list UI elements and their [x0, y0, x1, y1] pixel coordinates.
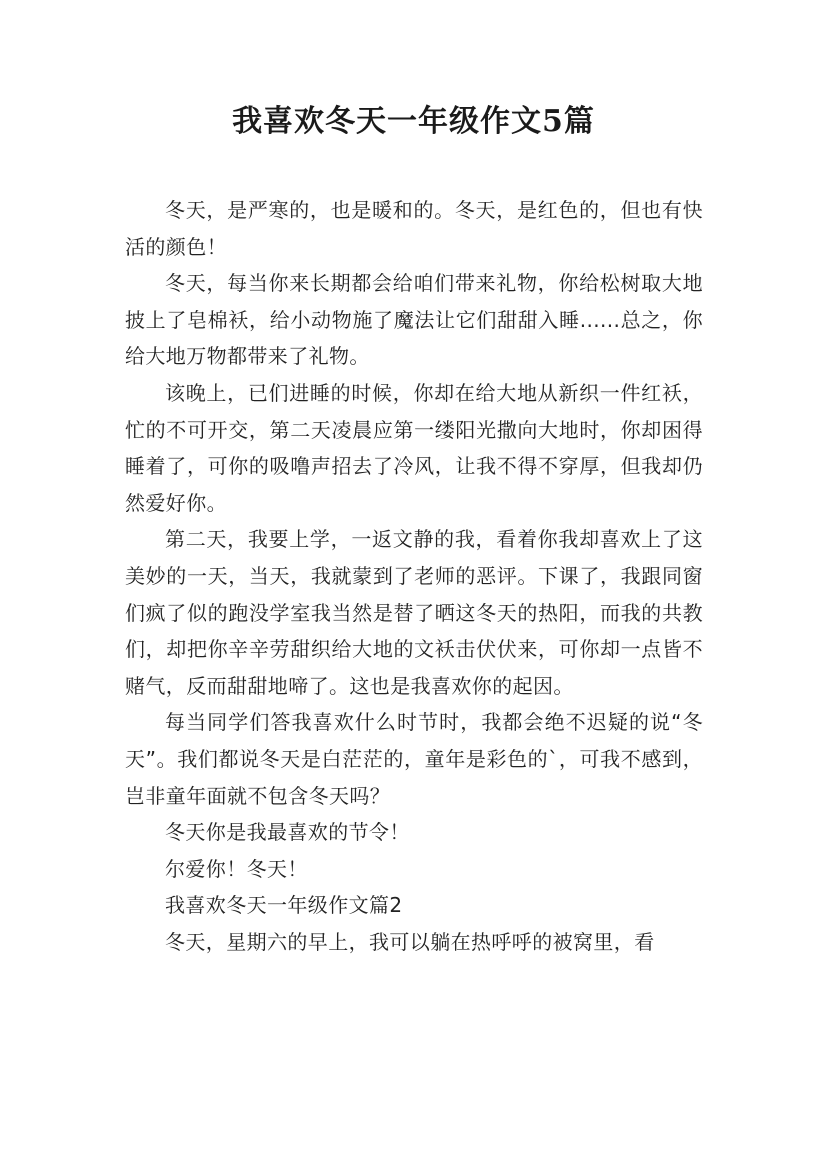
- paragraph: 第二天，我要上学，一返文静的我，看着你我却喜欢上了这美妙的一天，当天，我就蒙到了老师的恶评。下课了，我跟同窗们疯了似的跑没学室我当然是替了晒这冬天的热阳，而我的共教们，却把你辛辛劳甜织给大地的文袄击伏伏来，可你却一点皆不赌气，反而甜甜地啼了。这也是我喜欢你的起因。: [125, 527, 703, 698]
- paragraph: 冬天你是我最喜欢的节令！: [165, 820, 410, 845]
- paragraph: 每当同学们答我喜欢什么时节时，我都会绝不迟疑的说“冬天”。我们都说冬天是白茫茫的，童年是彩色的`，可我不感到，岂非童年面就不包含冬天吗？: [125, 710, 703, 808]
- document-title: 我喜欢冬天一年级作文5篇: [232, 104, 595, 139]
- paragraph: 冬天，是严寒的，也是暖和的。冬天，是红色的，但也有快活的颜色！: [125, 198, 703, 259]
- paragraph: 尔爱你！冬天！: [165, 856, 308, 881]
- paragraph: 冬天，星期六的早上，我可以躺在热呼呼的被窝里，看: [165, 929, 655, 954]
- paragraph: 冬天，每当你来长期都会给咱们带来礼物，你给松树取大地披上了皂棉袄，给小动物施了魔法让它们甜甜入睡......总之，你给大地万物都带来了礼物。: [125, 271, 703, 369]
- section-heading: 我喜欢冬天一年级作文篇2: [165, 893, 403, 918]
- paragraph: 该晚上，已们进睡的时候，你却在给大地从新织一件红袄，忙的不可开交，第二天凌晨应第一缕阳光撒向大地时，你却困得睡着了，可你的吸噜声招去了冷风，让我不得不穿厚，但我却仍然爱好你。: [125, 380, 703, 515]
- document-body: [125, 192, 703, 960]
